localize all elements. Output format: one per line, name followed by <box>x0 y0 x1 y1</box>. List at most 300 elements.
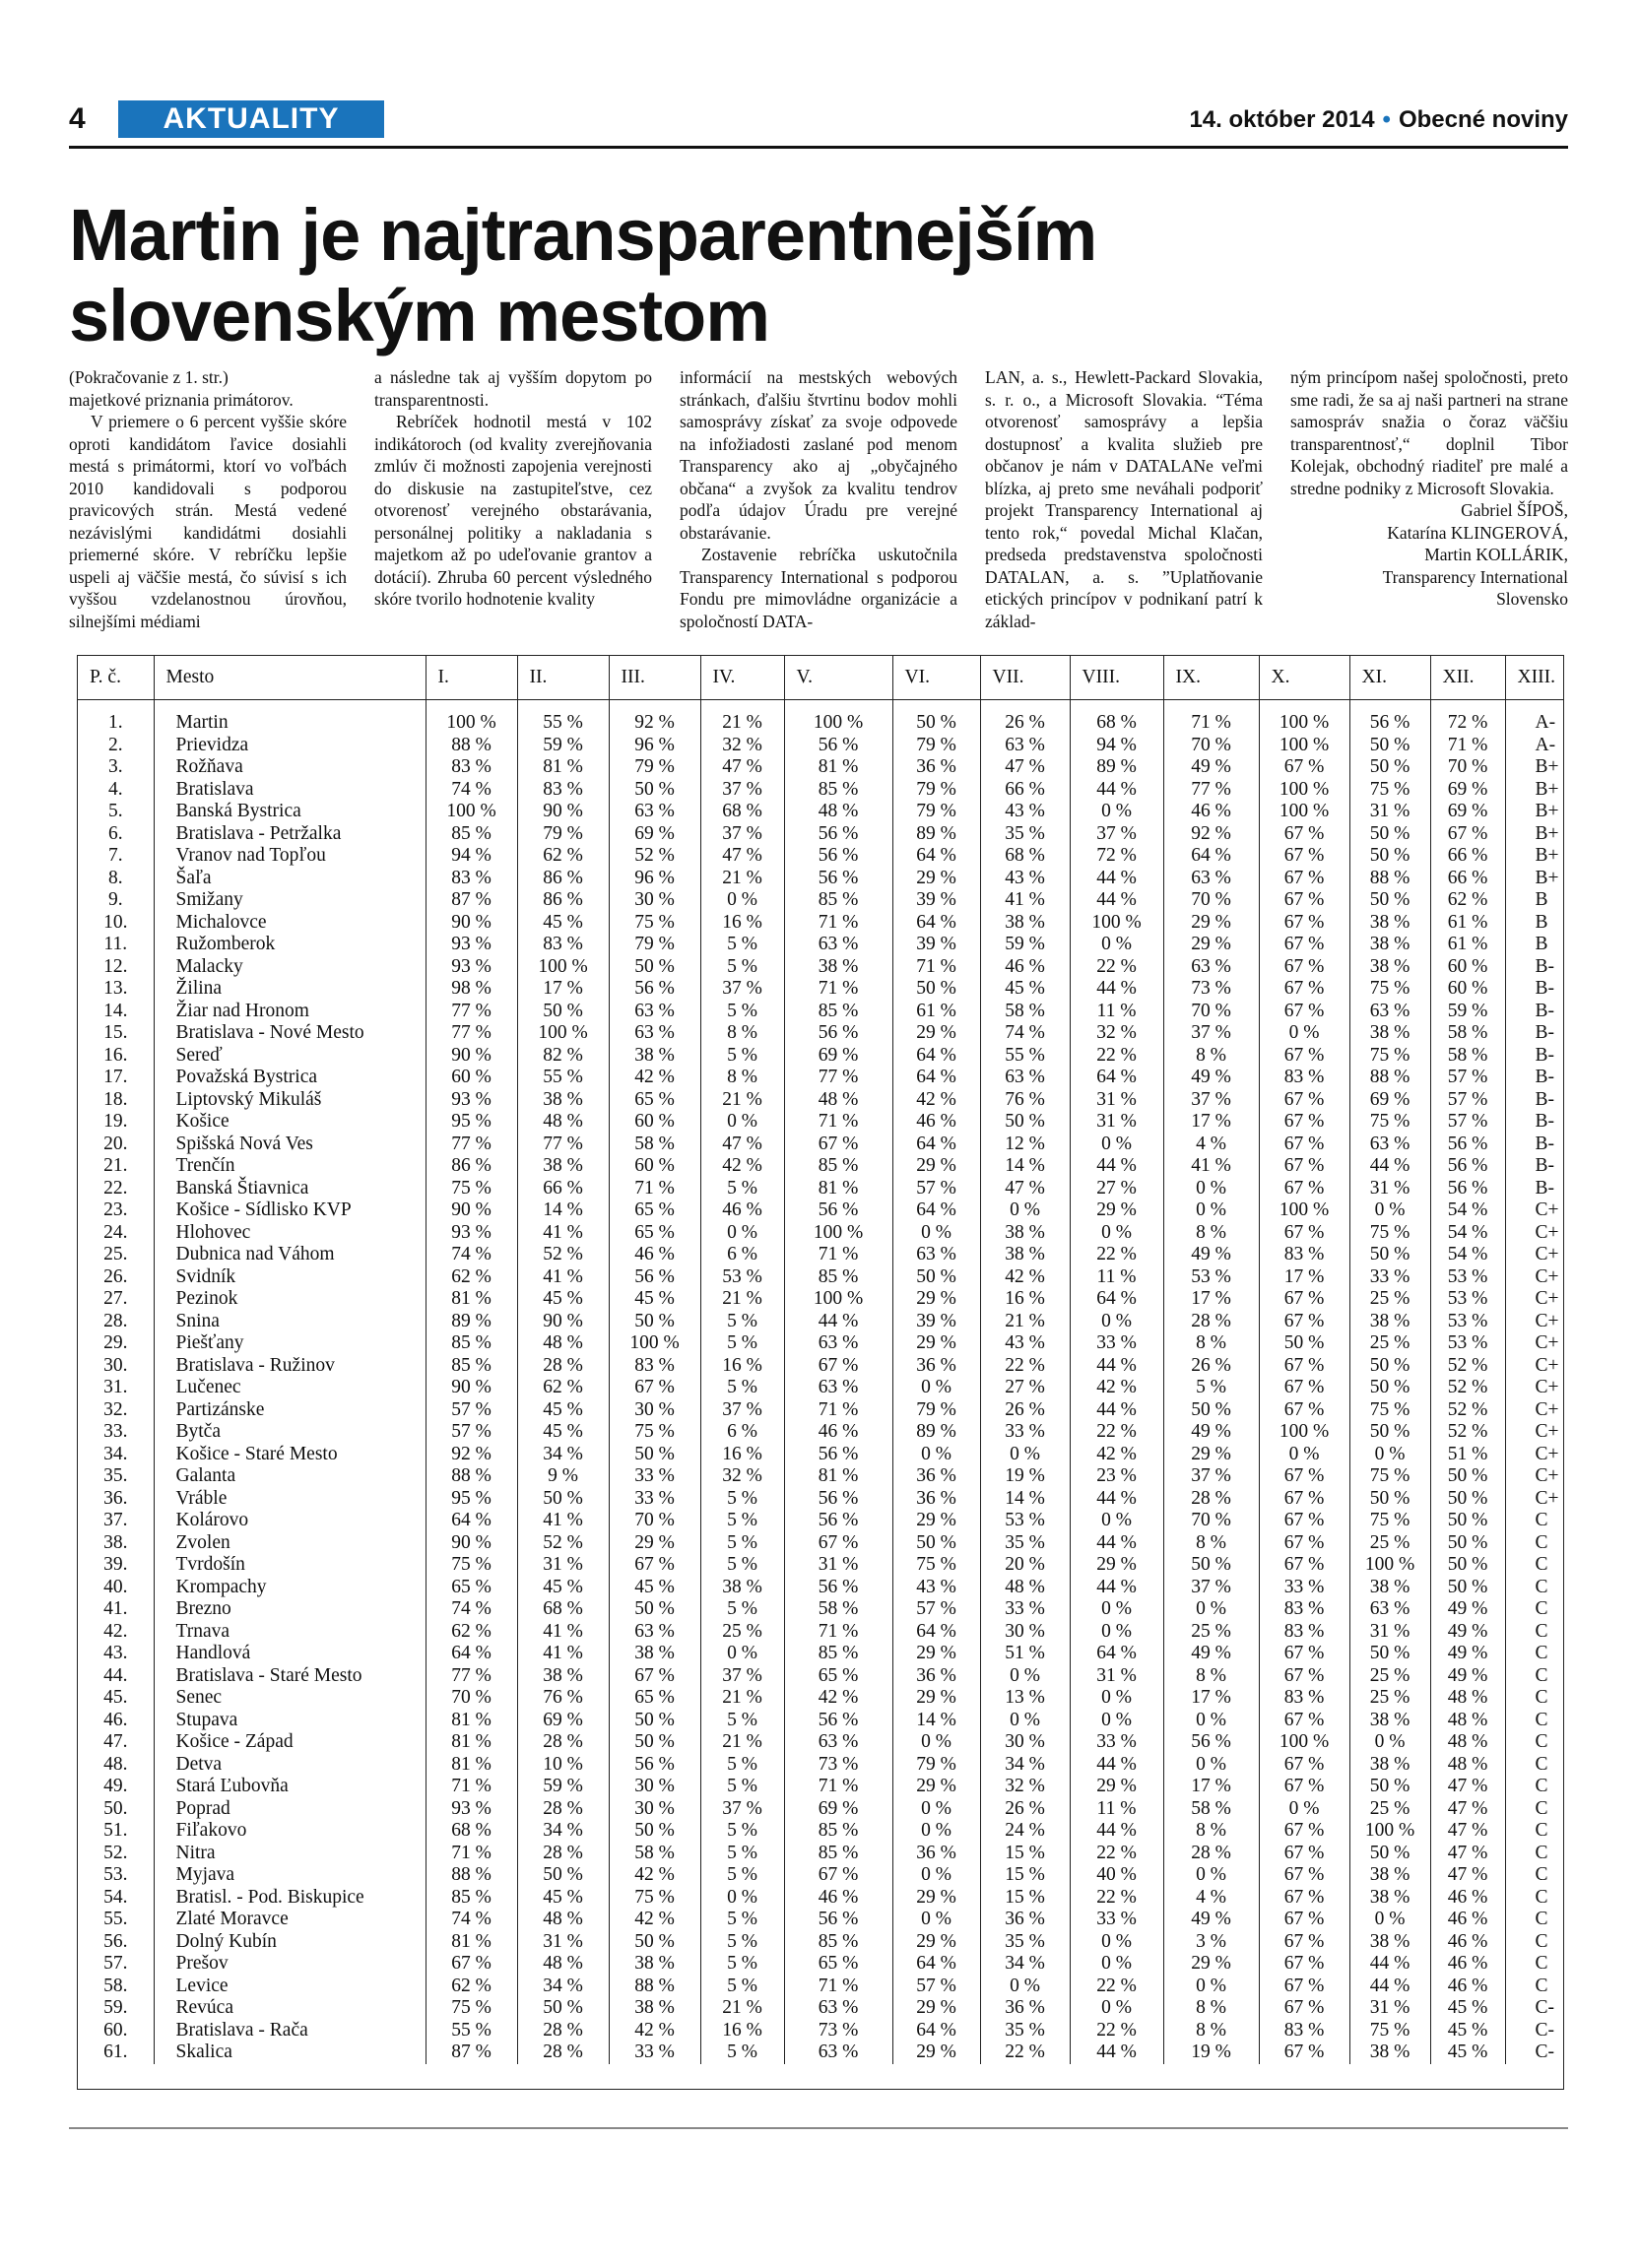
score-cell: 64 % <box>426 1643 517 1665</box>
score-cell: 14 % <box>892 1710 980 1732</box>
rank-cell: 50. <box>78 1798 154 1821</box>
score-cell: 100 % <box>784 1288 892 1311</box>
score-cell: 75 % <box>1349 1222 1430 1245</box>
grade-cell: C <box>1535 1953 1548 1974</box>
score-cell: 45 % <box>517 1399 609 1422</box>
byline-line: Katarína KLINGEROVÁ, <box>1387 522 1568 543</box>
score-cell: 49 % <box>1430 1665 1505 1688</box>
score-cell: 71 % <box>784 912 892 935</box>
rank-cell: 46. <box>78 1710 154 1732</box>
score-cell: 52 % <box>1430 1421 1505 1444</box>
grade-cell: A- <box>1535 712 1556 733</box>
score-cell: 92 % <box>1163 823 1259 846</box>
score-cell: 89 % <box>892 1421 980 1444</box>
score-cell: 0 % <box>700 1111 784 1134</box>
score-cell: 16 % <box>700 1444 784 1466</box>
score-cell: 67 % <box>1259 1554 1349 1577</box>
score-cell: 71 % <box>426 1843 517 1865</box>
score-cell: 50 % <box>1349 1843 1430 1865</box>
score-cell: 49 % <box>1430 1621 1505 1644</box>
score-cell: 67 % <box>1259 1155 1349 1178</box>
column-header: VII. <box>980 656 1070 700</box>
city-cell: Žilina <box>154 978 426 1001</box>
rank-cell: 49. <box>78 1776 154 1798</box>
score-cell: 30 % <box>609 1776 700 1798</box>
city-cell: Skalica <box>154 2041 426 2064</box>
table-row <box>78 1864 1563 1887</box>
rank-cell: 30. <box>78 1355 154 1378</box>
score-cell: 100 % <box>426 801 517 823</box>
score-cell: 64 % <box>892 1199 980 1222</box>
rank-cell: 57. <box>78 1953 154 1976</box>
score-cell: 71 % <box>784 1111 892 1134</box>
score-cell: 30 % <box>609 1399 700 1422</box>
grade-cell: C <box>1535 1576 1548 1597</box>
score-cell: 14 % <box>517 1199 609 1222</box>
score-cell: 53 % <box>1163 1266 1259 1289</box>
grade-cell: C <box>1535 1797 1548 1819</box>
rank-cell: 22. <box>78 1178 154 1200</box>
score-cell: 56 % <box>609 1266 700 1289</box>
score-cell: 37 % <box>1163 1465 1259 1488</box>
rank-cell: 24. <box>78 1222 154 1245</box>
rank-cell: 36. <box>78 1488 154 1511</box>
score-cell: 67 % <box>1259 1887 1349 1910</box>
score-cell: 81 % <box>426 1754 517 1777</box>
score-cell: 42 % <box>609 1067 700 1089</box>
score-cell: 67 % <box>1259 934 1349 956</box>
score-cell: 65 % <box>609 1199 700 1222</box>
score-cell: 34 % <box>517 1820 609 1843</box>
grade-cell: C <box>1535 1709 1548 1730</box>
score-cell: 50 % <box>980 1111 1070 1134</box>
score-cell: 44 % <box>1070 2041 1163 2064</box>
score-cell: 39 % <box>892 889 980 912</box>
score-cell: 70 % <box>1163 1001 1259 1023</box>
article-column-5 <box>1290 366 1568 632</box>
score-cell: 76 % <box>517 1687 609 1710</box>
score-cell: 56 % <box>784 1488 892 1511</box>
city-cell: Partizánske <box>154 1399 426 1422</box>
score-cell: 40 % <box>1070 1864 1163 1887</box>
table-row <box>78 1001 1563 1023</box>
score-cell: 100 % <box>517 956 609 979</box>
score-cell: 56 % <box>1430 1134 1505 1156</box>
table-row <box>78 1022 1563 1045</box>
score-cell: 47 % <box>700 756 784 779</box>
score-cell: 67 % <box>1259 956 1349 979</box>
score-cell: 50 % <box>609 956 700 979</box>
score-cell: 21 % <box>700 700 784 735</box>
paragraph: Rebríček hodnotil mestá v 102 indikátoroch (od kvality zverejňovania zmlúv či možnosti zapojenia verejnosti do diskusie na zastupiteľstve, cez otvorenosť verejného obstarávania, personálnej politiky a nakladania s majetkom až po udeľovanie grantov a dotácií). Zhruba 60 percent výsledného skóre tvorilo hodnotenie kvality <box>374 412 652 609</box>
table-row <box>78 1887 1563 1910</box>
score-cell: 93 % <box>426 1798 517 1821</box>
score-cell: 48 % <box>1430 1731 1505 1754</box>
score-cell: 83 % <box>609 1355 700 1378</box>
table-row <box>78 1266 1563 1289</box>
score-cell: 32 % <box>980 1776 1070 1798</box>
score-cell: 58 % <box>980 1001 1070 1023</box>
score-cell: 100 % <box>1349 1820 1430 1843</box>
score-cell: 5 % <box>700 1488 784 1511</box>
score-cell: 44 % <box>1070 1820 1163 1843</box>
score-cell: 8 % <box>1163 1820 1259 1843</box>
score-cell: 88 % <box>426 735 517 757</box>
table-row <box>78 934 1563 956</box>
score-cell: 54 % <box>1430 1244 1505 1266</box>
score-cell: 24 % <box>980 1820 1070 1843</box>
score-cell: 5 % <box>700 1001 784 1023</box>
score-cell: 100 % <box>609 1332 700 1355</box>
score-cell: 47 % <box>1430 1798 1505 1821</box>
score-cell: 74 % <box>426 779 517 802</box>
score-cell: 44 % <box>1349 1976 1430 1998</box>
score-cell: 100 % <box>1259 1731 1349 1754</box>
score-cell: 67 % <box>784 1134 892 1156</box>
score-cell: 48 % <box>517 1332 609 1355</box>
score-cell: 0 % <box>892 1820 980 1843</box>
score-cell: 28 % <box>1163 1488 1259 1511</box>
score-cell: 56 % <box>609 978 700 1001</box>
score-cell: 79 % <box>892 735 980 757</box>
score-cell: 64 % <box>892 845 980 868</box>
table-row <box>78 801 1563 823</box>
score-cell: 67 % <box>1259 1643 1349 1665</box>
table-row <box>78 1377 1563 1399</box>
rank-cell: 16. <box>78 1045 154 1068</box>
score-cell: 36 % <box>892 1465 980 1488</box>
score-cell: 28 % <box>517 1355 609 1378</box>
score-cell: 67 % <box>1259 1710 1349 1732</box>
score-cell: 50 % <box>892 1266 980 1289</box>
score-cell: 48 % <box>784 801 892 823</box>
rank-cell: 18. <box>78 1089 154 1112</box>
score-cell: 50 % <box>517 1001 609 1023</box>
table-row <box>78 1976 1563 1998</box>
city-cell: Trnava <box>154 1621 426 1644</box>
score-cell: 77 % <box>517 1134 609 1156</box>
score-cell: 65 % <box>609 1222 700 1245</box>
score-cell: 67 % <box>1259 1909 1349 1931</box>
score-cell: 85 % <box>426 1887 517 1910</box>
score-cell: 27 % <box>1070 1178 1163 1200</box>
rank-cell: 23. <box>78 1199 154 1222</box>
city-cell: Vranov nad Topľou <box>154 845 426 868</box>
grade-cell: C <box>1535 1687 1548 1708</box>
score-cell: 77 % <box>426 1022 517 1045</box>
score-cell: 100 % <box>1259 779 1349 802</box>
city-cell: Senec <box>154 1687 426 1710</box>
score-cell: 90 % <box>426 1532 517 1555</box>
score-cell: 67 % <box>1259 1665 1349 1688</box>
score-cell: 58 % <box>1430 1045 1505 1068</box>
score-cell: 33 % <box>980 1598 1070 1621</box>
score-cell: 56 % <box>784 868 892 890</box>
score-cell: 76 % <box>980 1089 1070 1112</box>
publication-name: Obecné noviny <box>1398 106 1568 133</box>
score-cell: 50 % <box>517 1864 609 1887</box>
score-cell: 50 % <box>1349 1355 1430 1378</box>
score-cell: 5 % <box>700 2041 784 2064</box>
article-column-4 <box>985 366 1263 632</box>
table-row <box>78 1754 1563 1777</box>
score-cell: 57 % <box>1430 1111 1505 1134</box>
rank-cell: 10. <box>78 912 154 935</box>
score-cell: 45 % <box>517 1288 609 1311</box>
score-cell: 39 % <box>892 1311 980 1333</box>
grade-cell: C <box>1535 1664 1548 1686</box>
city-cell: Bytča <box>154 1421 426 1444</box>
rank-cell: 38. <box>78 1532 154 1555</box>
score-cell: 42 % <box>1070 1444 1163 1466</box>
score-cell: 0 % <box>1349 1731 1430 1754</box>
city-cell: Levice <box>154 1976 426 1998</box>
score-cell: 67 % <box>609 1377 700 1399</box>
grade-cell: B- <box>1535 1111 1554 1132</box>
city-cell: Nitra <box>154 1843 426 1865</box>
score-cell: 31 % <box>1349 1621 1430 1644</box>
score-cell: 17 % <box>1163 1111 1259 1134</box>
score-cell: 50 % <box>609 1820 700 1843</box>
score-cell: 25 % <box>700 1621 784 1644</box>
table-row <box>78 1421 1563 1444</box>
score-cell: 5 % <box>700 1864 784 1887</box>
score-cell: 38 % <box>980 1244 1070 1266</box>
score-cell: 79 % <box>892 1399 980 1422</box>
score-cell: 88 % <box>1349 868 1430 890</box>
score-cell: 67 % <box>1259 1465 1349 1488</box>
score-cell: 0 % <box>1070 1598 1163 1621</box>
city-cell: Hlohovec <box>154 1222 426 1245</box>
score-cell: 0 % <box>700 889 784 912</box>
score-cell: 37 % <box>700 978 784 1001</box>
rank-cell: 20. <box>78 1134 154 1156</box>
score-cell: 44 % <box>1349 1155 1430 1178</box>
score-cell: 49 % <box>1163 1643 1259 1665</box>
score-cell: 0 % <box>892 1377 980 1399</box>
score-cell: 67 % <box>1259 1953 1349 1976</box>
score-cell: 62 % <box>517 1377 609 1399</box>
table-row <box>78 735 1563 757</box>
score-cell: 29 % <box>892 1155 980 1178</box>
score-cell: 33 % <box>1349 1266 1430 1289</box>
score-cell: 61 % <box>892 1001 980 1023</box>
score-cell: 64 % <box>892 1953 980 1976</box>
rank-cell: 43. <box>78 1643 154 1665</box>
score-cell: 66 % <box>517 1178 609 1200</box>
score-cell: 5 % <box>700 1931 784 1954</box>
table-row <box>78 1710 1563 1732</box>
score-cell: 28 % <box>517 1798 609 1821</box>
score-cell: 44 % <box>1070 1754 1163 1777</box>
score-cell: 63 % <box>1163 956 1259 979</box>
score-cell: 68 % <box>980 845 1070 868</box>
table-row <box>78 1843 1563 1865</box>
score-cell: 38 % <box>609 1997 700 2020</box>
score-cell: 90 % <box>426 912 517 935</box>
grade-cell: C+ <box>1535 1487 1559 1509</box>
table-row <box>78 868 1563 890</box>
city-cell: Vráble <box>154 1488 426 1511</box>
score-cell: 41 % <box>1163 1155 1259 1178</box>
score-cell: 26 % <box>980 1798 1070 1821</box>
grade-cell: C <box>1535 1776 1548 1796</box>
score-cell: 28 % <box>517 1843 609 1865</box>
score-cell: 58 % <box>1163 1798 1259 1821</box>
score-cell: 65 % <box>426 1577 517 1599</box>
grade-cell: B+ <box>1535 867 1559 888</box>
byline-line: Slovensko <box>1496 589 1568 609</box>
score-cell: 17 % <box>517 978 609 1001</box>
score-cell: 28 % <box>517 2020 609 2042</box>
city-cell: Bratislava - Ružinov <box>154 1355 426 1378</box>
city-cell: Detva <box>154 1754 426 1777</box>
score-cell: 50 % <box>1430 1532 1505 1555</box>
score-cell: 67 % <box>784 1355 892 1378</box>
city-cell: Bratislava <box>154 779 426 802</box>
rank-cell: 34. <box>78 1444 154 1466</box>
score-cell: 63 % <box>784 934 892 956</box>
score-cell: 42 % <box>1070 1377 1163 1399</box>
city-cell: Martin <box>154 700 426 735</box>
score-cell: 47 % <box>980 756 1070 779</box>
score-cell: 47 % <box>1430 1843 1505 1865</box>
score-cell: 21 % <box>700 1687 784 1710</box>
score-cell: 75 % <box>1349 1510 1430 1532</box>
score-cell: 83 % <box>517 934 609 956</box>
score-cell: 46 % <box>980 956 1070 979</box>
score-cell: 0 % <box>892 1444 980 1466</box>
score-cell: 43 % <box>980 1332 1070 1355</box>
header-rule <box>69 146 1568 149</box>
score-cell: 0 % <box>700 1887 784 1910</box>
rank-cell: 17. <box>78 1067 154 1089</box>
score-cell: 47 % <box>1430 1864 1505 1887</box>
score-cell: 72 % <box>1430 700 1505 735</box>
score-cell: 5 % <box>700 1598 784 1621</box>
city-cell: Bratisl. - Pod. Biskupice <box>154 1887 426 1910</box>
score-cell: 56 % <box>784 1444 892 1466</box>
score-cell: 21 % <box>700 868 784 890</box>
grade-cell: B- <box>1535 1022 1554 1043</box>
rank-cell: 32. <box>78 1399 154 1422</box>
score-cell: 45 % <box>517 912 609 935</box>
grade-cell: C <box>1535 1731 1548 1752</box>
grade-cell: B+ <box>1535 801 1559 821</box>
score-cell: 0 % <box>980 1199 1070 1222</box>
score-cell: 17 % <box>1163 1687 1259 1710</box>
city-cell: Sereď <box>154 1045 426 1068</box>
score-cell: 45 % <box>609 1577 700 1599</box>
score-cell: 67 % <box>1259 1510 1349 1532</box>
score-cell: 63 % <box>1349 1134 1430 1156</box>
score-cell: 5 % <box>1163 1377 1259 1399</box>
table-row <box>78 1554 1563 1577</box>
score-cell: 100 % <box>784 700 892 735</box>
score-cell: 75 % <box>1349 2020 1430 2042</box>
score-cell: 32 % <box>700 735 784 757</box>
grade-cell: C <box>1535 1842 1548 1863</box>
score-cell: 63 % <box>609 801 700 823</box>
score-cell: 67 % <box>1259 1820 1349 1843</box>
score-cell: 26 % <box>980 1399 1070 1422</box>
score-cell: 0 % <box>1070 1997 1163 2020</box>
score-cell: 31 % <box>517 1554 609 1577</box>
score-cell: 83 % <box>1259 1687 1349 1710</box>
score-cell: 29 % <box>1163 1953 1259 1976</box>
score-cell: 77 % <box>426 1001 517 1023</box>
rank-cell: 59. <box>78 1997 154 2020</box>
score-cell: 67 % <box>1259 1754 1349 1777</box>
score-cell: 83 % <box>426 756 517 779</box>
score-cell: 29 % <box>1070 1199 1163 1222</box>
score-cell: 46 % <box>1430 1931 1505 1954</box>
score-cell: 25 % <box>1349 1532 1430 1555</box>
score-cell: 67 % <box>1259 978 1349 1001</box>
score-cell: 52 % <box>609 845 700 868</box>
score-cell: 45 % <box>1430 2041 1505 2064</box>
table-row <box>78 1488 1563 1511</box>
ranking-table <box>78 656 1563 2064</box>
score-cell: 100 % <box>1259 1199 1349 1222</box>
score-cell: 37 % <box>700 779 784 802</box>
score-cell: 25 % <box>1349 1687 1430 1710</box>
score-cell: 55 % <box>426 2020 517 2042</box>
table-row <box>78 1953 1563 1976</box>
score-cell: 46 % <box>1163 801 1259 823</box>
score-cell: 29 % <box>892 1510 980 1532</box>
score-cell: 16 % <box>700 912 784 935</box>
score-cell: 90 % <box>517 801 609 823</box>
score-cell: 66 % <box>980 779 1070 802</box>
score-cell: 42 % <box>609 1909 700 1931</box>
score-cell: 92 % <box>609 700 700 735</box>
score-cell: 68 % <box>517 1598 609 1621</box>
score-cell: 37 % <box>1163 1022 1259 1045</box>
score-cell: 93 % <box>426 956 517 979</box>
score-cell: 45 % <box>980 978 1070 1001</box>
score-cell: 85 % <box>426 823 517 846</box>
rank-cell: 37. <box>78 1510 154 1532</box>
score-cell: 50 % <box>517 1997 609 2020</box>
city-cell: Rožňava <box>154 756 426 779</box>
score-cell: 77 % <box>426 1134 517 1156</box>
score-cell: 96 % <box>609 735 700 757</box>
score-cell: 47 % <box>980 1178 1070 1200</box>
score-cell: 55 % <box>980 1045 1070 1068</box>
grade-cell: B- <box>1535 1155 1554 1176</box>
score-cell: 100 % <box>517 1022 609 1045</box>
score-cell: 75 % <box>1349 1111 1430 1134</box>
score-cell: 65 % <box>784 1665 892 1688</box>
score-cell: 56 % <box>784 845 892 868</box>
score-cell: 50 % <box>609 779 700 802</box>
table-row <box>78 1111 1563 1134</box>
column-header: VIII. <box>1070 656 1163 700</box>
score-cell: 57 % <box>892 1598 980 1621</box>
score-cell: 25 % <box>1349 1332 1430 1355</box>
score-cell: 0 % <box>700 1643 784 1665</box>
score-cell: 100 % <box>426 700 517 735</box>
score-cell: 44 % <box>1070 868 1163 890</box>
score-cell: 8 % <box>1163 1222 1259 1245</box>
table-body <box>78 700 1563 2064</box>
ranking-table-frame <box>77 655 1564 2090</box>
score-cell: 44 % <box>1070 978 1163 1001</box>
score-cell: 83 % <box>1259 1244 1349 1266</box>
score-cell: 38 % <box>517 1665 609 1688</box>
score-cell: 63 % <box>609 1621 700 1644</box>
